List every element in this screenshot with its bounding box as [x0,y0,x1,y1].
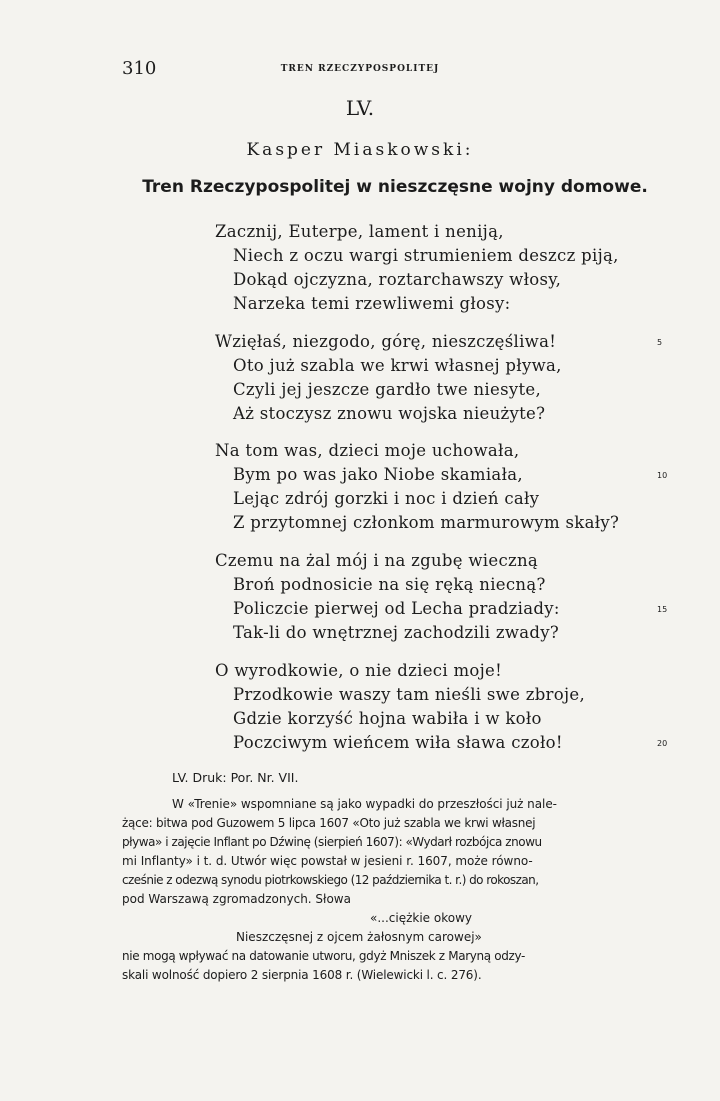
note-line: W «Trenie» wspomniane są jako wypadki do przeszłości już nale- [172,797,557,811]
note-line: pod Warszawą zgromadzonych. Słowa [122,892,351,906]
verse-line: Czemu na żal mój i na zgubę wieczną [215,551,539,570]
verse-line: Oto już szabla we krwi własnej pływa, [233,356,562,375]
verse-line: Dokąd ojczyzna, roztarchawszy włosy, [233,270,562,289]
verse-line: Niech z oczu wargi strumieniem deszcz piją, [233,246,619,265]
note-line: żące: bitwa pod Guzowem 5 lipca 1607 «Oto już szabla we krwi własnej [122,816,536,830]
verse-line: Zacznij, Euterpe, lament i neniją, [215,222,504,241]
verse-line: Broń podnosicie na się ręką niecną? [233,575,546,594]
poem-number: LV. [345,96,375,120]
verse-line: Wzięłaś, niezgodo, górę, nieszczęśliwa! [215,332,557,351]
verse-line: Bym po was jako Niobe skamiała, [233,465,523,484]
note-quote-line: Nieszczęsnej z ojcem żałosnym carowej» [236,930,482,944]
verse-line: Przodkowie waszy tam nieśli swe zbroje, [233,685,586,704]
verse-line: Policzcie pierwej od Lecha pradziady: [233,599,560,618]
line-number: 20 [657,739,668,748]
verse-line: Poczciwym wieńcem wiła sława czoło! [233,733,563,752]
verse-line: Lejąc zdrój gorzki i noc i dzień cały [233,489,540,508]
verse-line: Narzeka temi rzewliwemi głosy: [233,294,511,313]
verse-line: O wyrodkowie, o nie dzieci moje! [215,661,503,680]
line-number: 15 [657,605,668,614]
verse-line: Tak-li do wnętrznej zachodzili zwady? [233,623,560,642]
poem-title: Tren Rzeczypospolitej w nieszczęsne wojny domowe. [142,177,648,197]
verse-line: Z przytomnej członkom marmurowym skały? [233,513,620,532]
note-quote-line: «...ciężkie okowy [370,911,472,925]
page-number: 310 [122,58,157,79]
note-line: nie mogą wpływać na datowanie utworu, gdyż Mniszek z Maryną odzy- [122,949,526,963]
verse-line: Na tom was, dzieci moje uchowała, [215,441,520,460]
verse-line: Czyli jej jeszcze gardło twe niesyte, [233,380,542,399]
line-number: 5 [657,338,663,347]
running-title: TREN RZECZYPOSPOLITEJ [280,64,440,74]
poem-author: Kasper Miaskowski: [246,140,474,160]
note-line: pływa» i zajęcie Inflant po Dźwinę (sierpień 1607): «Wydarł rozbójca znowu [122,835,542,849]
note-line: skali wolność dopiero 2 sierpnia 1608 r. (Wielewicki l. c. 276). [122,968,482,982]
note-line: mi Inflanty» i t. d. Utwór więc powstał w jesieni r. 1607, może równo- [122,854,533,868]
verse-line: Aż stoczysz znowu wojska nieużyte? [233,404,546,423]
note-line: cześnie z odezwą synodu piotrkowskiego (12 października t. r.) do rokoszan, [122,873,539,887]
note-heading: LV. Druk: Por. Nr. VII. [172,770,299,785]
verse-line: Gdzie korzyść hojna wabiła i w koło [233,709,542,728]
line-number: 10 [657,471,668,480]
